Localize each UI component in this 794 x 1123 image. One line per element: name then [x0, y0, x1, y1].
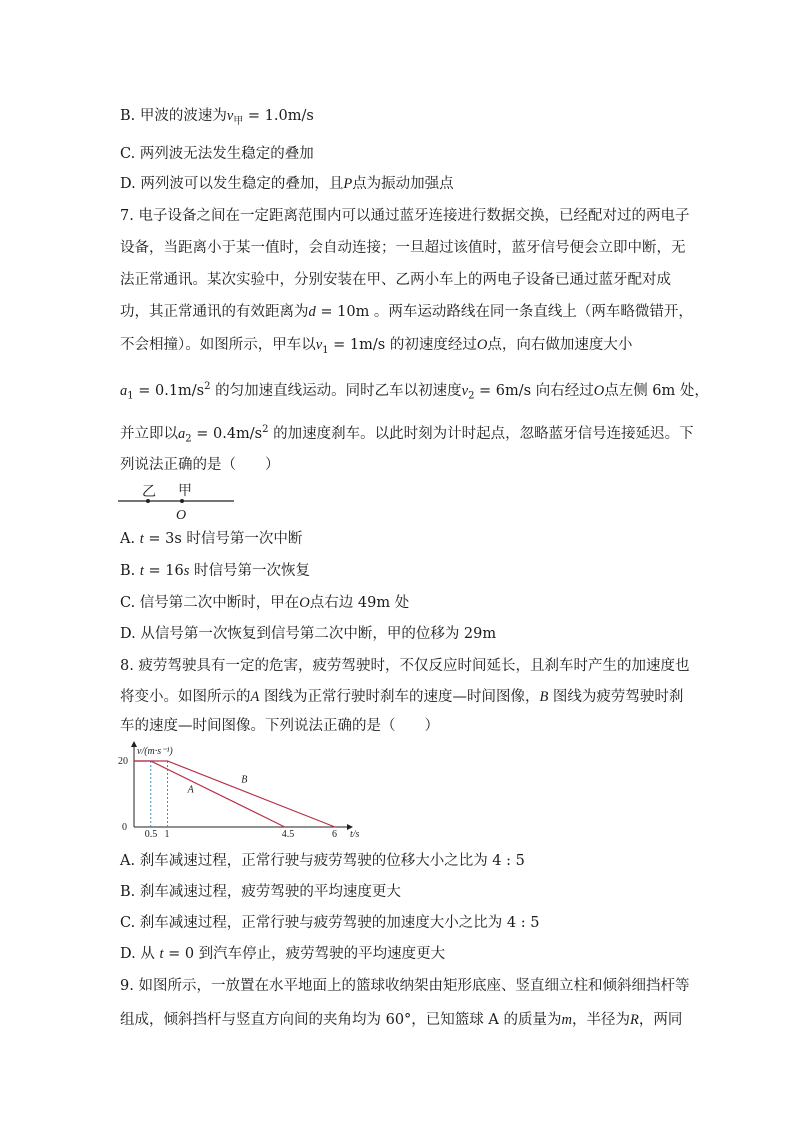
q8-chart-x-tick-label: 1: [164, 829, 170, 840]
q6-option-c: C. 两列波无法发生稳定的叠加: [120, 146, 314, 162]
q7-figure-car-jia: [180, 499, 184, 503]
q8-option-c: C. 刹车减速过程，正常行驶与疲劳驾驶的加速度大小之比为 4 : 5: [120, 915, 540, 931]
q8-option-a: A. 刹车减速过程，正常行驶与疲劳驾驶的位移大小之比为 4 : 5: [120, 853, 525, 869]
q7-position-figure: [112, 478, 242, 524]
q7-option-c: C. 信号第二次中断时，甲在O点右边 49m 处: [120, 595, 410, 611]
q8-chart-y-label: v/(m·s⁻¹): [137, 746, 173, 757]
q7-option-d: D. 从信号第一次恢复到信号第二次中断，甲的位移为 29m: [120, 626, 497, 642]
q9-line-1: 9. 如图所示，一放置在水平地面上的篮球收纳架由矩形底座、竖直细立柱和倾斜细挡杆等: [120, 978, 690, 994]
q8-chart-x-label: t/s: [350, 829, 360, 840]
q7-option-b: B. t = 16s 时信号第一次恢复: [120, 563, 310, 579]
q8-chart-series-a: [134, 761, 285, 827]
q8-option-b: B. 刹车减速过程，疲劳驾驶的平均速度更大: [120, 884, 401, 900]
q8-chart-series-label-a: A: [187, 784, 194, 796]
q7-line-6: $a_1 = 0.1m/s^2$ 的匀加速直线运动。同时乙车以初速度$v_2 = 6m/s$ 向右经过O点左侧 6m 处，: [120, 381, 709, 402]
q7-line-8: 列说法正确的是（ ）: [120, 457, 280, 473]
q8-line-1: 8. 疲劳驾驶具有一定的危害，疲劳驾驶时，不仅反应时间延长，且刹车时产生的加速度也: [120, 658, 690, 674]
q8-line-3: 车的速度—时间图像。下列说法正确的是（ ）: [120, 718, 439, 734]
q7-figure-label-o: O: [176, 508, 187, 523]
q7-figure-label-yi: 乙: [142, 485, 156, 500]
q8-line-2: 将变小。如图所示的A 图线为正常行驶时刹车的速度—时间图像，B 图线为疲劳驾驶时刹: [120, 689, 684, 705]
q8-chart-origin-label: 0: [122, 822, 127, 833]
q7-line-1: 7. 电子设备之间在一定距离范围内可以通过蓝牙连接进行数据交换，已经配对过的两电子: [120, 208, 690, 224]
q9-line-2: 组成，倾斜挡杆与竖直方向间的夹角均为 60°，已知篮球 A 的质量为m，半径为R，两同: [120, 1012, 683, 1028]
q8-chart-y-tick-label: 20: [118, 756, 128, 767]
q7-line-3: 法正常通讯。某次实验中，分别安装在甲、乙两小车上的两电子设备已通过蓝牙配对成: [120, 272, 671, 288]
q6-option-d: D. 两列波可以发生稳定的叠加，且P点为振动加强点: [120, 176, 454, 192]
q7-line-5: 不会相撞）。如图所示，甲车以$v_1 = 1m/s$ 的初速度经过O点，向右做加速度大小: [120, 337, 633, 356]
q8-chart-series-b: [134, 761, 335, 827]
q7-line-7: 并立即以$a_2 = 0.4m/s^2$ 的加速度刹车。以此时刻为计时起点，忽略蓝牙信号连接延迟。下: [120, 424, 694, 445]
q8-chart-x-tick-label: 0.5: [144, 829, 158, 840]
q8-chart-x-tick-label: 6: [332, 829, 337, 840]
q7-option-a: A. t = 3s 时信号第一次中断: [120, 531, 303, 547]
q7-figure-label-jia: 甲: [178, 484, 192, 499]
q8-option-d: D. 从 t = 0 到汽车停止，疲劳驾驶的平均速度更大: [120, 946, 446, 962]
q8-chart-x-tick-label: 4.5: [281, 829, 295, 840]
q7-line-4: 功，其正常通讯的有效距离为d = 10m 。两车运动路线在同一条直线上（两车略微错开，: [120, 304, 693, 320]
q7-line-2: 设备，当距离小于某一值时，会自动连接；一旦超过该值时，蓝牙信号便会立即中断，无: [120, 240, 686, 256]
q8-vt-chart: [112, 740, 372, 845]
q8-chart-series-label-b: B: [241, 774, 248, 786]
q6-option-b: B. 甲波的波速为$v_甲 = 1.0m/s$: [120, 108, 314, 127]
